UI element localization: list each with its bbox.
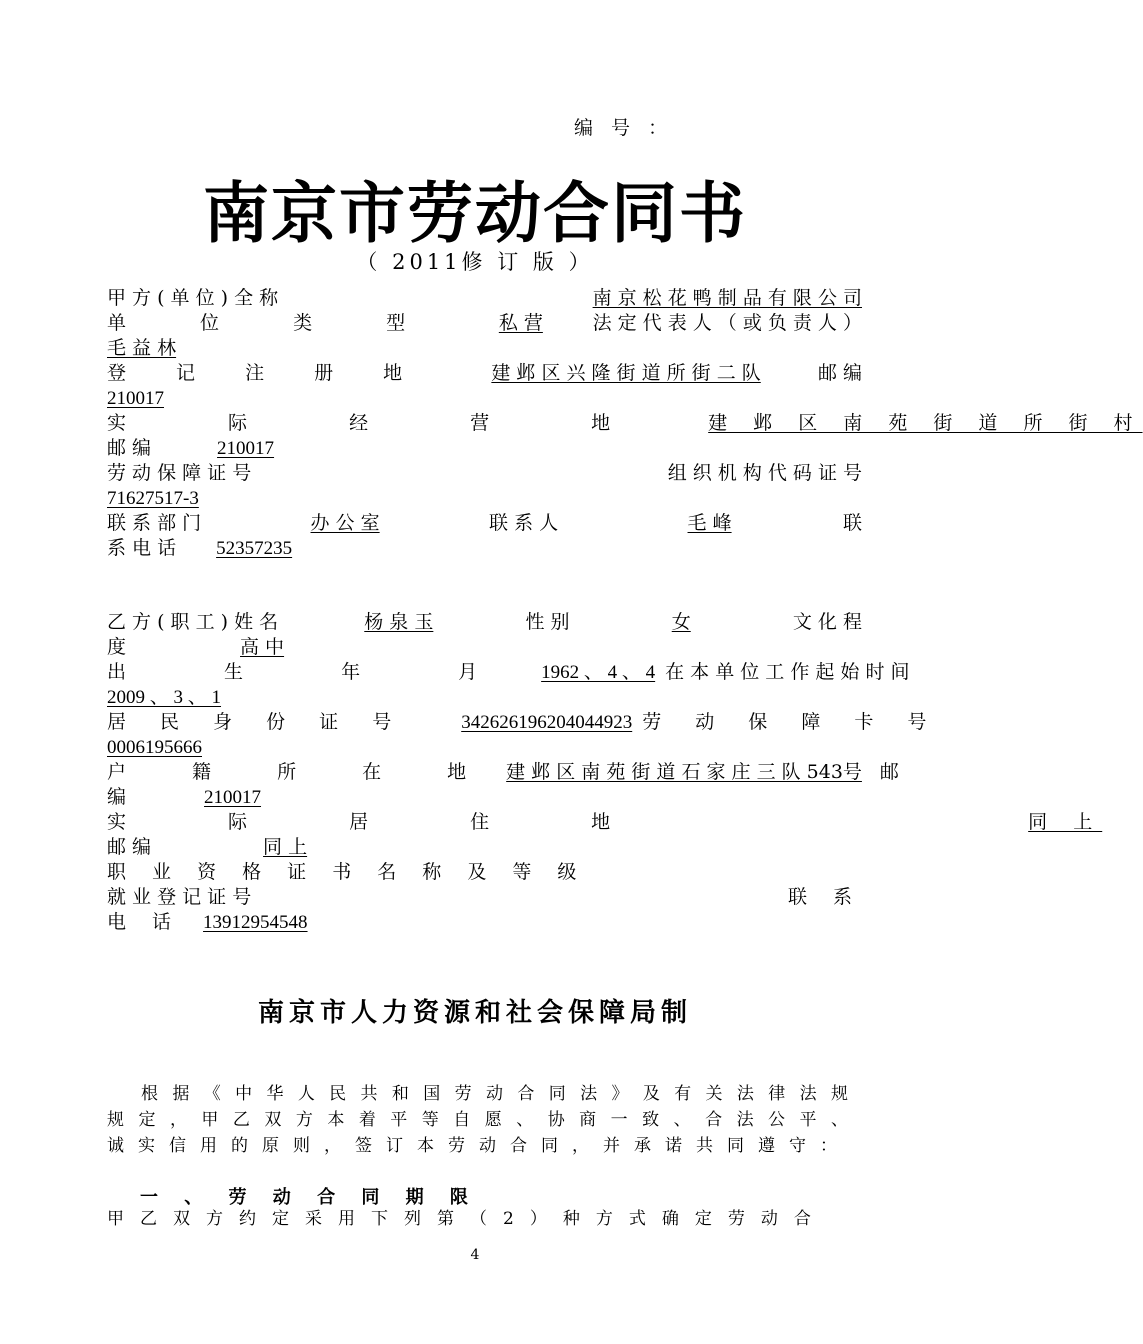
party-b-gender-label: 性 别 — [525, 611, 570, 633]
party-a-org-value: 71627517-3 — [107, 488, 199, 509]
party-a-rep-label: 法 定 代 表 人 （ 或 负 责 人 ） — [592, 312, 862, 334]
party-b-hukou-row — [107, 760, 899, 785]
party-b-employ-row — [107, 885, 862, 910]
party-a-reg-label: 登 记 注 册 地 — [107, 362, 425, 384]
party-a-org-row — [107, 486, 862, 511]
party-b-edu-row — [107, 635, 862, 660]
section-1-heading: 一 、 劳 动 合 同 期 限 — [140, 1187, 478, 1208]
party-b-id-value: 342626196204044923 — [461, 712, 633, 733]
party-a-reg-postcode-row — [107, 386, 862, 411]
party-b-edu-value: 高 中 — [240, 636, 285, 658]
party-b-phone-label-1: 联 系 — [787, 886, 862, 908]
party-b-gender-value: 女 — [671, 611, 691, 633]
party-a-op-postcode: 210017 — [217, 438, 275, 459]
party-b-name-row — [107, 610, 862, 635]
party-a-rep-row — [107, 336, 862, 361]
serial-number-label: 编 号 ： — [574, 117, 674, 139]
party-b-phone-label-2: 电 话 — [107, 911, 182, 933]
party-a-dept-label: 联 系 部 门 — [107, 512, 202, 534]
party-a-reg-postcode-label: 邮 编 — [817, 362, 862, 384]
party-b-birth-label: 出 生 年 月 — [107, 661, 524, 683]
party-b-birth-value: 1962 、 4 、 4 — [541, 662, 656, 683]
party-a-social-blank — [309, 461, 609, 486]
party-b-postcode-label-2: 编 — [107, 786, 127, 808]
party-a-op-postcode-label: 邮 编 — [107, 437, 152, 459]
party-a-name-label: 甲 方 ( 单 位 ) 全 称 — [107, 287, 279, 309]
party-a-type-value: 私 营 — [498, 312, 543, 334]
party-b-start-row — [107, 685, 862, 710]
party-b-residence-label: 实 际 居 住 地 — [107, 811, 659, 833]
party-b-start-value: 2009 、 3 、 1 — [107, 687, 222, 708]
party-a-phone-value: 52357235 — [216, 538, 293, 559]
party-b-res-postcode-value: 同 上 — [263, 836, 308, 858]
party-b-card-label: 劳 动 保 障 卡 号 — [642, 711, 941, 733]
party-a-name-value: 南 京 松 花 鸭 制 品 有 限 公 司 — [592, 287, 862, 309]
issuing-bureau: 南京市人力资源和社会保障局制 — [257, 998, 692, 1028]
document-title: 南京市劳动合同书 — [203, 175, 747, 252]
party-a-contact-value: 毛 峰 — [687, 512, 732, 534]
party-b-hukou-value: 建 邺 区 南 苑 街 道 石 家 庄 三 队 543号 — [506, 761, 862, 783]
party-a-dept-value: 办 公 室 — [310, 512, 380, 534]
party-b-card-row — [107, 735, 862, 760]
party-b-residence-value: 同 上 — [1028, 811, 1103, 833]
party-a-phone-label-1: 联 — [842, 512, 862, 534]
party-b-birth-row — [107, 660, 910, 685]
party-b-hukou-postcode: 210017 — [204, 787, 262, 808]
page-number: 4 — [470, 1247, 480, 1263]
party-b-postcode-label-1: 邮 — [879, 761, 899, 783]
party-b-card-value: 0006195666 — [107, 737, 202, 758]
section-1-text: 甲乙双方约定采用下列第（2）种方式确定劳动合 — [107, 1209, 827, 1229]
party-b-start-label: 在 本 单 位 工 作 起 始 时 间 — [665, 661, 910, 683]
party-a-reg-row — [107, 361, 862, 386]
intro-paragraph: 根据《中华人民共和国劳动合同法》及有关法律法规规定，甲乙双方本着平等自愿、协商一致、合法公平、诚实信用的原则，签订本劳动合同，并承诺共同遵守： — [107, 1084, 862, 1156]
party-a-name-row — [107, 286, 862, 311]
party-b-qual-row — [107, 860, 862, 885]
party-b-employ-label: 就 业 登 记 证 号 — [107, 886, 252, 908]
party-a-op-postcode-row — [107, 436, 862, 461]
party-b-hukou-postcode-row — [107, 785, 862, 810]
party-b-res-postcode-row — [107, 835, 862, 860]
party-b-residence-row — [107, 810, 1103, 835]
party-a-type-row — [107, 311, 862, 336]
party-a-reg-postcode: 210017 — [107, 388, 164, 409]
party-b-edu-label-2: 度 — [107, 636, 127, 658]
document-subtitle: （ 2011修 订 版 ） — [356, 250, 594, 274]
party-b-name-value: 杨 泉 玉 — [364, 611, 434, 633]
party-a-contact-row — [107, 511, 862, 536]
party-a-phone-row — [107, 536, 862, 561]
party-b-id-label: 居 民 身 份 证 号 — [107, 711, 406, 733]
party-a-op-value: 建 邺 区 南 苑 街 道 所 街 村 — [708, 412, 1143, 434]
party-a-phone-label-2: 系 电 话 — [107, 537, 177, 559]
party-b-hukou-label: 户 籍 所 在 地 — [107, 761, 497, 783]
party-b-qual-label: 职 业 资 格 证 书 名 称 及 等 级 — [107, 861, 587, 883]
party-b-phone-row — [107, 910, 862, 935]
party-a-social-row — [107, 461, 862, 486]
party-b-phone-value: 13912954548 — [203, 912, 308, 933]
party-a-type-label: 单 位 类 型 — [107, 312, 440, 334]
party-a-social-label: 劳 动 保 障 证 号 — [107, 462, 252, 484]
party-b-id-row — [107, 710, 941, 735]
party-b-name-label: 乙 方 ( 职 工 ) 姓 名 — [107, 611, 279, 633]
party-a-op-row — [107, 411, 1143, 436]
party-a-op-label: 实 际 经 营 地 — [107, 412, 659, 434]
party-a-rep-value: 毛 益 林 — [107, 337, 177, 359]
party-b-edu-label-1: 文 化 程 — [792, 611, 862, 633]
party-a-contact-label: 联 系 人 — [489, 512, 559, 534]
party-a-org-label: 组 织 机 构 代 码 证 号 — [667, 462, 862, 484]
party-b-employ-blank — [265, 885, 775, 910]
party-b-res-postcode-label: 邮 编 — [107, 836, 152, 858]
party-a-reg-value: 建 邺 区 兴 隆 街 道 所 街 二 队 — [491, 362, 761, 384]
